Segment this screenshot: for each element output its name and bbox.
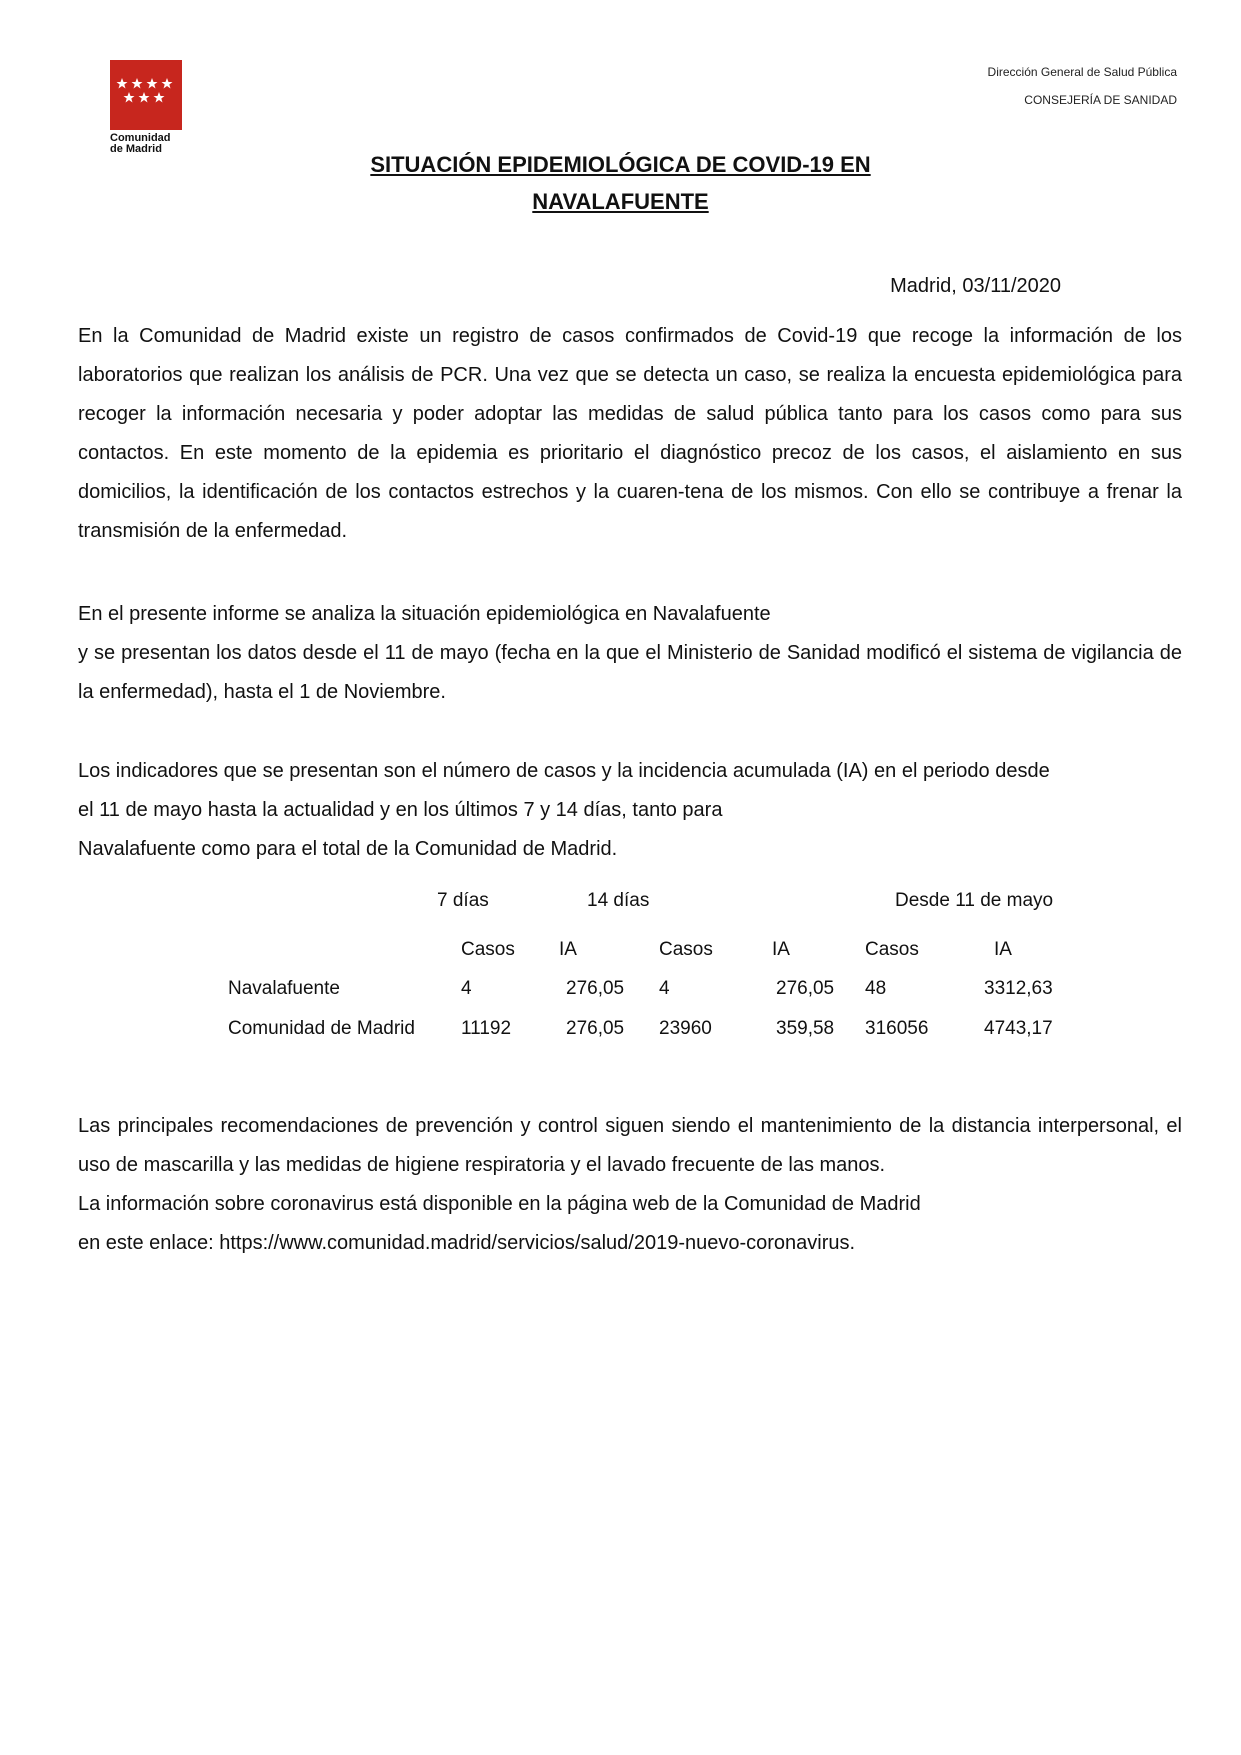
col-header-ia-14: IA <box>772 939 790 960</box>
paragraph-recommendations-link: en este enlace: https://www.comunidad.madrid/servicios/salud/2019-nuevo-coronavirus. <box>78 1232 856 1254</box>
document-title <box>0 143 1241 220</box>
paragraph-indicators-line3: Navalafuente como para el total de la Comunidad de Madrid. <box>78 838 618 860</box>
cell-navalafuente-ia-mayo: 3312,63 <box>984 978 1053 999</box>
logo-text-line1: Comunidad <box>110 132 171 144</box>
paragraph-indicators-line1: Los indicadores que se presentan son el número de casos y la incidencia acumulada (IA) en el periodo desde <box>78 760 1050 782</box>
paragraph-indicators-line2: el 11 de mayo hasta la actualidad y en los últimos 7 y 14 días, tanto para <box>78 799 723 821</box>
cell-madrid-ia-14: 359,58 <box>776 1018 835 1039</box>
cell-madrid-casos-mayo: 316056 <box>865 1018 929 1039</box>
col-header-ia-mayo: IA <box>994 939 1012 960</box>
cell-madrid-casos-14: 23960 <box>659 1018 712 1039</box>
cell-navalafuente-ia-14: 276,05 <box>776 978 835 999</box>
paragraph-scope-line1: En el presente informe se analiza la situación epidemiológica en Navalafuente <box>78 603 771 625</box>
cell-navalafuente-casos-mayo: 48 <box>865 978 887 999</box>
logo-flag <box>110 60 182 130</box>
title-line1: SITUACIÓN EPIDEMIOLÓGICA DE COVID-19 EN <box>370 152 871 177</box>
col-header-ia-7: IA <box>559 939 577 960</box>
cell-madrid-ia-7: 276,05 <box>566 1018 625 1039</box>
document-date: Madrid, 03/11/2020 <box>890 275 1061 297</box>
cell-madrid-casos-7: 11192 <box>461 1018 512 1039</box>
cell-navalafuente-casos-7: 4 <box>461 978 472 999</box>
header-line1: Dirección General de Salud Pública <box>987 65 1177 79</box>
cell-navalafuente-casos-14: 4 <box>659 978 670 999</box>
header-department <box>988 58 1177 114</box>
title-line2: NAVALAFUENTE <box>532 189 709 214</box>
header-line2: CONSEJERÍA DE SANIDAD <box>1024 93 1177 107</box>
paragraph-recommendations-line1: Las principales recomendaciones de prevención y control siguen siendo el mantenimiento de la distancia interpersonal, el uso de mascarilla y las medidas de higiene respiratoria y el lavado frecuente de las manos. <box>78 1115 1182 1176</box>
comunidad-madrid-logo <box>110 60 182 155</box>
paragraph-scope-rest: y se presentan los datos desde el 11 de mayo (fecha en la que el Ministerio de Sanidad modificó el sistema de vigilancia de la enfermedad), hasta el 1 de Noviembre. <box>78 642 1182 703</box>
cell-madrid-ia-mayo: 4743,17 <box>984 1018 1053 1039</box>
col-header-casos-7: Casos <box>461 939 515 960</box>
col-header-casos-14: Casos <box>659 939 713 960</box>
paragraph-recommendations-line2: La información sobre coronavirus está disponible en la página web de la Comunidad de Madrid <box>78 1193 921 1215</box>
group-header-7-dias: 7 días <box>437 890 489 911</box>
group-header-14-dias: 14 días <box>587 890 650 911</box>
paragraph-intro: En la Comunidad de Madrid existe un registro de casos confirmados de Covid-19 que recoge la información de los laboratorios que realizan los análisis de PCR. Una vez que se detecta un caso, se realiza la encuesta epidemiológica para recoger la información necesaria y poder adoptar las medidas de salud pública tanto para los casos como para sus contactos. En este momento de la epidemia es prioritario el diagnóstico precoz de los casos, el aislamiento en sus domicilios, la identificación de los contactos estrechos y la cuaren-tena de los mismos. Con ello se contribuye a frenar la transmisión de la enfermedad. <box>78 325 1182 542</box>
row-label-navalafuente: Navalafuente <box>228 978 340 999</box>
row-label-comunidad-madrid: Comunidad de Madrid <box>228 1018 415 1039</box>
col-header-casos-mayo: Casos <box>865 939 919 960</box>
paragraph-indicators <box>78 752 1188 869</box>
group-header-desde-mayo: Desde 11 de mayo <box>895 890 1054 911</box>
logo-text-line2: de Madrid <box>110 143 162 155</box>
paragraph-recommendations <box>78 1107 1182 1263</box>
paragraph-scope <box>78 595 1182 712</box>
seven-stars-icon <box>116 78 176 112</box>
cell-navalafuente-ia-7: 276,05 <box>566 978 625 999</box>
